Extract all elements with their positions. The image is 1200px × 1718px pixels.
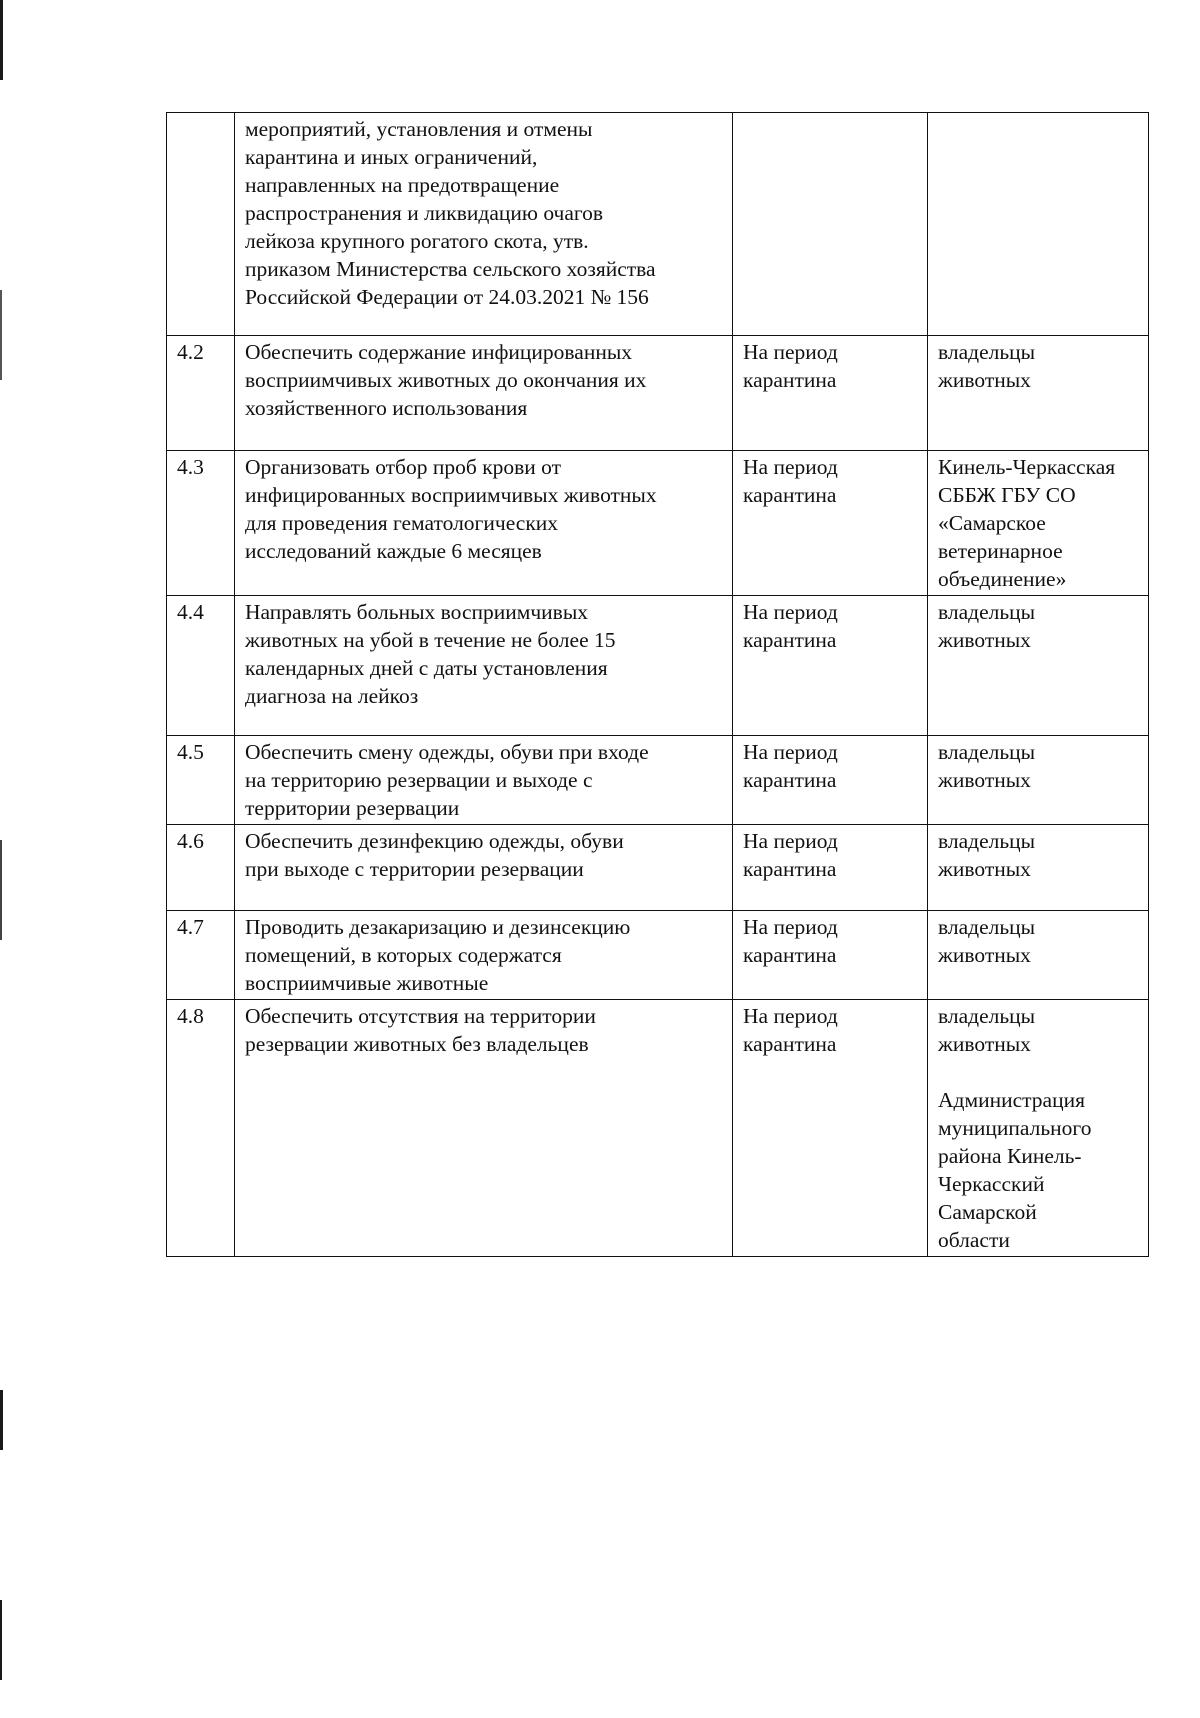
responsible-line: Черкасский — [938, 1172, 1045, 1196]
responsible-line: владельцы — [938, 740, 1036, 764]
action-line: инфицированных восприимчивых животных — [245, 483, 657, 507]
responsible-line: животных — [938, 768, 1031, 792]
term-line: На период — [743, 340, 838, 364]
item-number: 4.5 — [167, 736, 235, 825]
responsible-cell — [928, 113, 1149, 336]
responsible-line: ветеринарное — [938, 539, 1063, 563]
responsible-cell — [928, 825, 1149, 911]
item-number: 4.6 — [167, 825, 235, 911]
action-cell — [235, 736, 733, 825]
responsible-line: объединение» — [938, 567, 1067, 591]
term-line: карантина — [743, 857, 837, 881]
action-line: животных на убой в течение не более 15 — [245, 628, 616, 652]
action-line: диагноза на лейкоз — [245, 684, 419, 708]
action-line: приказом Министерства сельского хозяйства — [245, 257, 656, 281]
action-line: помещений, в которых содержатся — [245, 943, 562, 967]
action-cell — [235, 825, 733, 911]
action-line: Российской Федерации от 24.03.2021 № 156 — [245, 285, 649, 309]
term-line: карантина — [743, 483, 837, 507]
item-number: 4.7 — [167, 911, 235, 1000]
action-line: исследований каждые 6 месяцев — [245, 539, 542, 563]
responsible-line: района Кинель- — [938, 1144, 1082, 1168]
action-line: при выходе с территории резервации — [245, 857, 584, 881]
table-row — [167, 596, 1149, 736]
action-line: мероприятий, установления и отмены — [245, 117, 593, 141]
term-line: карантина — [743, 1032, 837, 1056]
scan-edge-mark — [0, 290, 2, 380]
term-cell — [733, 113, 928, 336]
measures-table — [166, 112, 1149, 1257]
item-number: 4.4 — [167, 596, 235, 736]
action-line: Обеспечить смену одежды, обуви при входе — [245, 740, 649, 764]
action-line: восприимчивых животных до окончания их — [245, 368, 647, 392]
responsible-cell — [928, 911, 1149, 1000]
term-line: На период — [743, 915, 838, 939]
responsible-line: владельцы — [938, 915, 1036, 939]
action-line: Проводить дезакаризацию и дезинсекцию — [245, 915, 631, 939]
responsible-line: Кинель-Черкасская — [938, 455, 1116, 479]
term-cell — [733, 1000, 928, 1257]
action-line: для проведения гематологических — [245, 511, 559, 535]
action-line: Обеспечить отсутствия на территории — [245, 1004, 596, 1028]
table-row — [167, 451, 1149, 596]
term-line: карантина — [743, 628, 837, 652]
item-number: 4.3 — [167, 451, 235, 596]
action-line: лейкоза крупного рогатого скота, утв. — [245, 229, 589, 253]
term-line: карантина — [743, 943, 837, 967]
scan-edge-mark — [0, 1600, 2, 1680]
term-cell — [733, 336, 928, 451]
responsible-line: животных — [938, 628, 1031, 652]
term-line: На период — [743, 455, 838, 479]
term-cell — [733, 911, 928, 1000]
responsible-line: муниципального — [938, 1116, 1092, 1140]
responsible-line: животных — [938, 368, 1031, 392]
responsible-line: животных — [938, 943, 1031, 967]
term-cell — [733, 451, 928, 596]
term-line: На период — [743, 600, 838, 624]
action-line: на территорию резервации и выходе с — [245, 768, 593, 792]
term-line: карантина — [743, 368, 837, 392]
item-number — [167, 113, 235, 336]
action-line: распространения и ликвидацию очагов — [245, 201, 604, 225]
action-line: Организовать отбор проб крови от — [245, 455, 562, 479]
action-line: Обеспечить содержание инфицированных — [245, 340, 633, 364]
table-row — [167, 736, 1149, 825]
spacer — [938, 1058, 1138, 1086]
responsible-line: животных — [938, 857, 1031, 881]
responsible-line: владельцы — [938, 1004, 1036, 1028]
action-cell — [235, 1000, 733, 1257]
item-number: 4.8 — [167, 1000, 235, 1257]
action-cell — [235, 113, 733, 336]
action-cell — [235, 451, 733, 596]
action-cell — [235, 911, 733, 1000]
table-row — [167, 911, 1149, 1000]
item-number: 4.2 — [167, 336, 235, 451]
action-cell — [235, 596, 733, 736]
term-line: На период — [743, 740, 838, 764]
measures-table-body — [167, 113, 1149, 1257]
action-line: календарных дней с даты установления — [245, 656, 608, 680]
action-line: Обеспечить дезинфекцию одежды, обуви — [245, 829, 624, 853]
term-line: На период — [743, 1004, 838, 1028]
responsible-line: «Самарское — [938, 511, 1046, 535]
responsible-line: СББЖ ГБУ СО — [938, 483, 1076, 507]
responsible-line: владельцы — [938, 829, 1036, 853]
action-line: территории резервации — [245, 796, 460, 820]
action-line: резервации животных без владельцев — [245, 1032, 589, 1056]
responsible-line: владельцы — [938, 600, 1036, 624]
action-cell — [235, 336, 733, 451]
action-line: карантина и иных ограничений, — [245, 145, 538, 169]
responsible-cell — [928, 596, 1149, 736]
term-cell — [733, 825, 928, 911]
responsible-line: области — [938, 1228, 1010, 1252]
responsible-line: Самарской — [938, 1200, 1037, 1224]
responsible-cell — [928, 1000, 1149, 1257]
responsible-line: Администрация — [938, 1088, 1085, 1112]
responsible-line: животных — [938, 1032, 1031, 1056]
responsible-cell — [928, 336, 1149, 451]
responsible-cell — [928, 736, 1149, 825]
scan-edge-mark — [0, 0, 3, 80]
table-row — [167, 336, 1149, 451]
action-line: восприимчивые животные — [245, 971, 489, 995]
responsible-line: владельцы — [938, 340, 1036, 364]
table-row — [167, 1000, 1149, 1257]
action-line: направленных на предотвращение — [245, 173, 560, 197]
table-row — [167, 113, 1149, 336]
scan-edge-mark — [0, 840, 2, 940]
term-cell — [733, 736, 928, 825]
action-line: Направлять больных восприимчивых — [245, 600, 589, 624]
action-line: хозяйственного использования — [245, 396, 528, 420]
scan-edge-mark — [0, 1390, 3, 1450]
term-line: На период — [743, 829, 838, 853]
term-line: карантина — [743, 768, 837, 792]
table-row — [167, 825, 1149, 911]
term-cell — [733, 596, 928, 736]
responsible-cell — [928, 451, 1149, 596]
